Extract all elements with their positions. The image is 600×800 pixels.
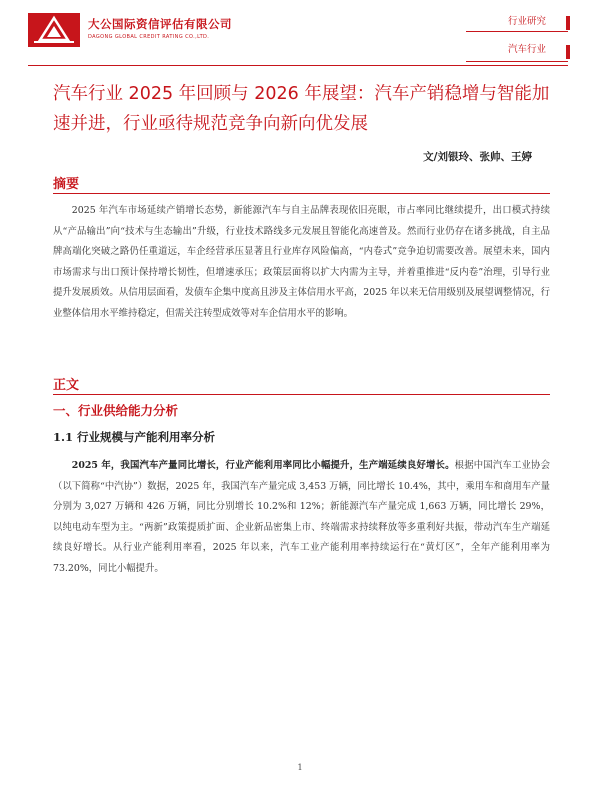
abstract-heading-rule	[53, 193, 550, 194]
subsection-heading: 1.1 行业规模与产能利用率分析	[53, 430, 216, 444]
section-heading: 一、行业供给能力分析	[53, 403, 179, 418]
body-heading-rule	[53, 394, 550, 395]
tag-underline	[466, 31, 568, 32]
tag-underline	[466, 61, 568, 62]
category-tag-industry-research: 行业研究	[507, 16, 546, 27]
body-paragraph	[53, 456, 550, 579]
body-heading: 正文	[53, 378, 80, 393]
lead-sentence: 2025 年，我国汽车产量同比增长，行业产能利用率同比小幅提升，生产端延续良好增长。	[71, 460, 455, 471]
tag-marker	[566, 16, 570, 30]
abstract-heading: 摘要	[53, 177, 80, 192]
page-number: 1	[297, 763, 303, 772]
logo-chinese-name: 大公国际资信评估有限公司	[88, 17, 232, 31]
header-divider	[28, 65, 568, 66]
report-authors: 文/刘银玲、张帅、王婷	[423, 151, 532, 163]
tag-marker	[566, 45, 570, 59]
dagong-logo-icon	[28, 13, 80, 47]
company-logo	[28, 13, 308, 47]
logo-english-name: DAGONG GLOBAL CREDIT RATING CO.,LTD.	[88, 34, 210, 40]
abstract-text: 2025 年汽车市场延续产销增长态势，新能源汽车与自主品牌表现依旧亮眼，市占率同比继续提升，出口模式持续从“产品输出”向“技术与生态输出”升级，行业技术路线多元发展且智能化高速普及。然而行业仍存在诸多挑战，自主品牌高端化突破之路仍任重道远，车企经营承压显著且行业库存风险偏高，“内卷式”竞争迫切需要改善。展望未来，国内市场需求与出口预计保持增长韧性，但增速承压；政策层面将以扩大内需为主导，并着重推进“反内卷”治理，引导行业提升发展质效。从信用层面看，发债车企集中度高且涉及主体信用水平高，2025 年以来无信用级别及展望调整情况，行业整体信用水平维持稳定，但需关注转型成效等对车企信用水平的影响。	[53, 205, 550, 319]
paragraph-text: 根据中国汽车工业协会（以下简称“中汽协”）数据，2025 年，我国汽车产量完成 3,453 万辆，同比增长 10.4%，其中，乘用车和商用车产量分别为 3,027 万辆和 426 万辆，同比分别增长 10.2%和 12%；新能源汽车产量完成 1,663 万辆，同比增长 29%，以纯电动车型为主。“两新”政策提质扩面、企业新品密集上市、终端需求持续释放等多重利好共振，带动汽车生产端延续良好增长。从行业产能利用率看，2025 年以来，汽车工业产能利用率持续运行在“黄灯区”，全年产能利用率为 73.20%，同比小幅提升。	[53, 460, 550, 574]
category-tag-auto-industry: 汽车行业	[507, 44, 546, 55]
report-title: 汽车行业 2025 年回顾与 2026 年展望：汽车产销稳增与智能加速并进，行业亟待规范竞争向新向优发展	[53, 84, 550, 134]
